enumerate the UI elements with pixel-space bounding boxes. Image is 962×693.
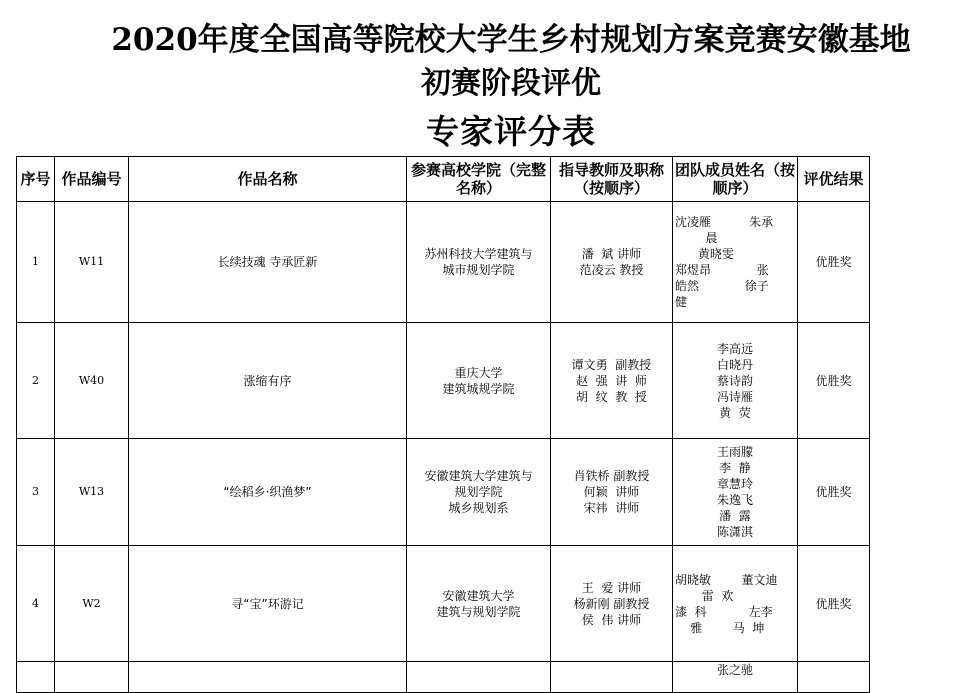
- row-team: 张之驰: [673, 662, 798, 693]
- table-row: [17, 202, 870, 323]
- row-index: [17, 662, 55, 693]
- row-school: [407, 662, 551, 693]
- header-name: 作品名称: [129, 157, 407, 202]
- row-result: 优胜奖: [798, 323, 870, 439]
- row-teachers: 谭文勇 副教授 赵 强 讲 师 胡 纹 教 授: [551, 323, 673, 439]
- table-row: [17, 662, 870, 693]
- row-school: 安徽建筑大学 建筑与规划学院: [407, 546, 551, 662]
- row-code: W11: [55, 202, 129, 323]
- table-row: [17, 546, 870, 662]
- row-teachers: [551, 662, 673, 693]
- row-team: 王雨朦 李 静 章慧玲 朱逸飞 潘 露 陈潇淇: [673, 439, 798, 546]
- document-subtitle: 初赛阶段评优: [421, 66, 601, 101]
- row-name: 长续技魂 寺承匠新: [129, 202, 407, 323]
- row-name: 寻“宝”环游记: [129, 546, 407, 662]
- row-team: 胡晓敏 董文迪 雷 欢 漆 科 左李 雅 马 坤: [673, 546, 798, 662]
- table-row: [17, 323, 870, 439]
- row-school: 安徽建筑大学建筑与 规划学院 城乡规划系: [407, 439, 551, 546]
- row-name: “绘稻乡·织渔梦”: [129, 439, 407, 546]
- header-school: 参赛高校学院（完整名称）: [407, 157, 551, 202]
- row-result: 优胜奖: [798, 202, 870, 323]
- row-result: 优胜奖: [798, 439, 870, 546]
- score-table: [16, 156, 870, 693]
- row-index: 2: [17, 323, 55, 439]
- row-index: 1: [17, 202, 55, 323]
- header-index: 序号: [17, 157, 55, 202]
- row-result: [798, 662, 870, 693]
- header-result: 评优结果: [798, 157, 870, 202]
- header-team: 团队成员姓名（按顺序）: [673, 157, 798, 202]
- row-school: 重庆大学 建筑城规学院: [407, 323, 551, 439]
- header-code: 作品编号: [55, 157, 129, 202]
- row-code: W40: [55, 323, 129, 439]
- row-index: 4: [17, 546, 55, 662]
- table-header-row: [17, 157, 870, 202]
- row-code: W2: [55, 546, 129, 662]
- row-team: 李高远 白晓丹 蔡诗韵 冯诗雁 黄 荧: [673, 323, 798, 439]
- row-teachers: 肖铁桥 副教授 何颖 讲师 宋祎 讲师: [551, 439, 673, 546]
- row-teachers: 王 爱 讲师 杨新刚 副教授 侯 伟 讲师: [551, 546, 673, 662]
- row-code: [55, 662, 129, 693]
- row-index: 3: [17, 439, 55, 546]
- row-result: 优胜奖: [798, 546, 870, 662]
- score-sheet-heading: 专家评分表: [426, 112, 596, 151]
- header-teachers: 指导教师及职称（按顺序）: [551, 157, 673, 202]
- row-school: 苏州科技大学建筑与 城市规划学院: [407, 202, 551, 323]
- row-name: [129, 662, 407, 693]
- row-name: 涨缩有序: [129, 323, 407, 439]
- document-title: 2020年度全国高等院校大学生乡村规划方案竞赛安徽基地: [111, 22, 911, 58]
- row-team: 沈凌雁 朱承 晨 黄晓雯 郑煜昂 张 皓然 徐子 健: [673, 202, 798, 323]
- table-row: [17, 439, 870, 546]
- row-code: W13: [55, 439, 129, 546]
- row-teachers: 潘 斌 讲师 范凌云 教授: [551, 202, 673, 323]
